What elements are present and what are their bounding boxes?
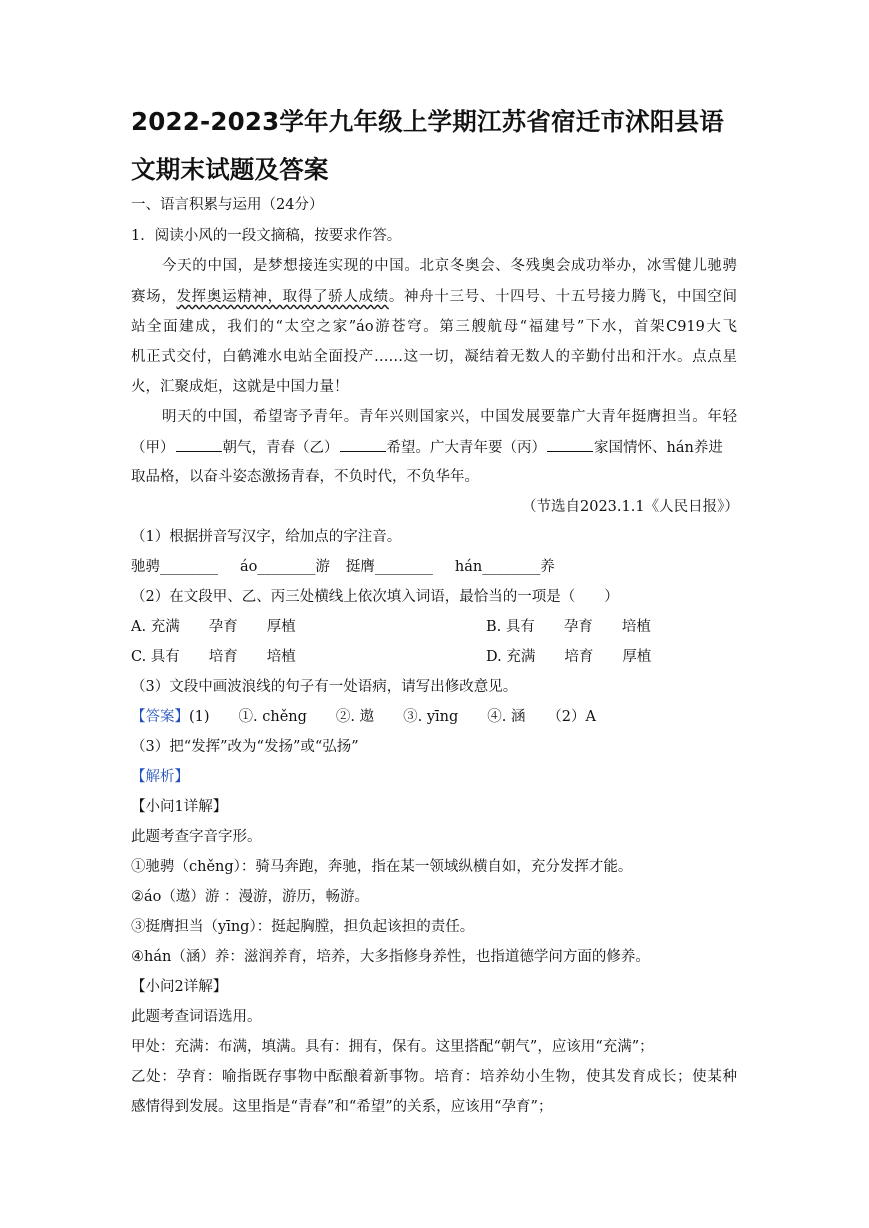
passage-line: 取品格，以奋斗姿态激扬青春，不负时代，不负华年。 <box>131 469 479 485</box>
option-c: C. 具有 培育 培植 <box>131 649 296 665</box>
answer-line <box>131 707 596 727</box>
option-a: A. 充满 孕育 厚植 <box>131 619 296 635</box>
answer-label: 【答案】 <box>131 709 189 725</box>
sub-question-2: （2）在文段甲、乙、丙三处横线上依次填入词语，最恰当的一项是（ ） <box>131 589 619 605</box>
wavy-underlined-sentence: 发挥奥运精神，取得了骄人成绩 <box>176 289 389 305</box>
sub-question-3: （3）文段中画波浪线的句子有一处语病，请写出修改意见。 <box>131 679 518 695</box>
passage-line: 火，汇聚成炬，这就是中国力量！ <box>131 379 349 395</box>
passage-line: 明天的中国，希望寄予青年。青年兴则国家兴，中国发展要靠广大青年挺膺担当。年轻 <box>162 409 737 425</box>
detail-heading: 【小问2详解】 <box>131 979 228 995</box>
detail-text: 感情得到发展。这里指是“青春”和“希望”的关系，应该用“孕育”； <box>131 1099 553 1115</box>
answer-text: (1) ①. chěng ②. 遨 ③. yīng ④. 涵 （2）A <box>189 709 596 725</box>
detail-text: 甲处：充满：布满，填满。具有：拥有，保有。这里搭配“朝气”，应该用“充满”； <box>131 1039 654 1055</box>
detail-heading: 【小问1详解】 <box>131 799 228 815</box>
passage-line: 机正式交付，白鹤滩水电站全面投产……这一切，凝结着无数人的辛勤付出和汗水。点点星 <box>131 349 737 365</box>
option-b: B. 具有 孕育 培植 <box>486 619 651 635</box>
sub-question-1: （1）根据拼音写汉字，给加点的字注音。 <box>131 529 402 545</box>
fill-item: 挺膺________ <box>345 559 433 575</box>
option-d: D. 充满 培育 厚植 <box>486 649 652 665</box>
source-citation: （节选自2023.1.1《人民日报》） <box>522 499 739 515</box>
passage-line: 今天的中国，是梦想接连实现的中国。北京冬奥会、冬残奥会成功举办，冰雪健儿驰骋 <box>162 258 737 274</box>
question-1: 1．阅读小风的一段文摘稿，按要求作答。 <box>131 228 402 244</box>
passage-line: 赛场，发挥奥运精神，取得了骄人成绩。神舟十三号、十四号、十五号接力腾飞，中国空间 <box>131 289 738 305</box>
detail-text: 乙处：孕育：喻指既存事物中酝酿着新事物。培育：培养幼小生物，使其发育成长；使某种 <box>131 1069 737 1085</box>
detail-item: ④hán（涵）养：滋润养育，培养，大多指修身养性，也指道德学问方面的修养。 <box>131 949 650 965</box>
fill-item: áo________游 <box>240 559 330 575</box>
blank-jia[interactable] <box>176 437 222 452</box>
answer-line-2: （3）把“发挥”改为“发扬”或“弘扬” <box>131 739 359 755</box>
analysis-label: 【解析】 <box>131 769 189 785</box>
blank-yi[interactable] <box>340 437 386 452</box>
detail-item: ③挺膺担当（yīng）：挺起胸膛，担负起该担的责任。 <box>131 919 475 935</box>
section-heading: 一、语言积累与运用（24分） <box>131 197 324 213</box>
fill-item: 驰骋________ <box>131 559 218 575</box>
detail-item: ①驰骋（chěng）：骑马奔跑，奔驰，指在某一领域纵横自如，充分发挥才能。 <box>131 859 633 875</box>
detail-text: 此题考查词语选用。 <box>131 1009 262 1025</box>
passage-line: 站全面建成，我们的“太空之家”áo游苍穹。第三艘航母“福建号”下水，首架C919大飞 <box>131 319 737 335</box>
fill-in-row <box>131 557 555 577</box>
detail-text: 此题考查字音字形。 <box>131 829 262 845</box>
detail-item: ②áo（遨）游 ：漫游，游历，畅游。 <box>131 889 369 905</box>
blank-bing[interactable] <box>547 437 593 452</box>
fill-item: hán________养 <box>454 559 555 575</box>
page-title: 2022-2023学年九年级上学期江苏省宿迁市沭阳县语文期末试题及答案 <box>131 107 724 184</box>
passage-line-blanks: （甲） 朝气，青春（乙） 希望。广大青年要（丙） 家国情怀、hán养进 <box>131 437 723 458</box>
